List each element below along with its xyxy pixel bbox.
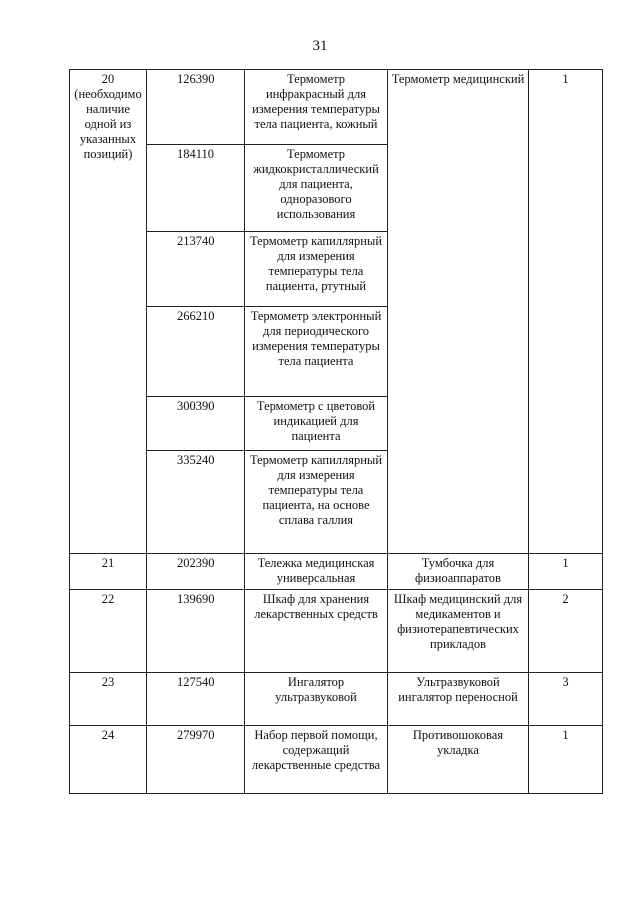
table-row bbox=[70, 70, 603, 145]
row-number-cell: 20 (необходимо наличие одной из указанных позиций) bbox=[70, 70, 147, 554]
code-cell: 279970 bbox=[147, 726, 245, 794]
item-name-cell: Ингалятор ультразвуковой bbox=[245, 673, 388, 726]
row-number-cell: 23 bbox=[70, 673, 147, 726]
item-name-cell: Термометр капиллярный для измерения температуры тела пациента, ртутный bbox=[245, 232, 388, 307]
code-cell: 213740 bbox=[147, 232, 245, 307]
item-name-cell: Термометр жидкокристаллический для пациента, одноразового использования bbox=[245, 145, 388, 232]
table-row bbox=[70, 554, 603, 590]
code-cell: 139690 bbox=[147, 590, 245, 673]
row-number-cell: 22 bbox=[70, 590, 147, 673]
equipment-name-cell: Термометр медицинский bbox=[388, 70, 529, 554]
row-number-cell: 21 bbox=[70, 554, 147, 590]
equipment-name-cell: Противошоковая укладка bbox=[388, 726, 529, 794]
table-row bbox=[70, 726, 603, 794]
item-name-cell: Термометр инфракрасный для измерения температуры тела пациента, кожный bbox=[245, 70, 388, 145]
code-cell: 126390 bbox=[147, 70, 245, 145]
equipment-name-cell: Ультразвуковой ингалятор переносной bbox=[388, 673, 529, 726]
item-name-cell: Термометр электронный для периодического измерения температуры тела пациента bbox=[245, 307, 388, 397]
code-cell: 184110 bbox=[147, 145, 245, 232]
quantity-cell: 3 bbox=[529, 673, 603, 726]
page-number: 31 bbox=[312, 38, 328, 54]
quantity-cell: 1 bbox=[529, 554, 603, 590]
code-cell: 300390 bbox=[147, 397, 245, 451]
code-cell: 335240 bbox=[147, 451, 245, 554]
quantity-cell: 1 bbox=[529, 70, 603, 554]
item-name-cell: Шкаф для хранения лекарственных средств bbox=[245, 590, 388, 673]
item-name-cell: Тележка медицинская универсальная bbox=[245, 554, 388, 590]
item-name-cell: Термометр с цветовой индикацией для пациента bbox=[245, 397, 388, 451]
row-number-cell: 24 bbox=[70, 726, 147, 794]
equipment-table bbox=[69, 69, 603, 794]
quantity-cell: 1 bbox=[529, 726, 603, 794]
code-cell: 266210 bbox=[147, 307, 245, 397]
table-row bbox=[70, 673, 603, 726]
item-name-cell: Набор первой помощи, содержащий лекарственные средства bbox=[245, 726, 388, 794]
equipment-name-cell: Тумбочка для физиоаппаратов bbox=[388, 554, 529, 590]
code-cell: 127540 bbox=[147, 673, 245, 726]
code-cell: 202390 bbox=[147, 554, 245, 590]
table-row bbox=[70, 590, 603, 673]
quantity-cell: 2 bbox=[529, 590, 603, 673]
equipment-name-cell: Шкаф медицинский для медикаментов и физиотерапевтических прикладов bbox=[388, 590, 529, 673]
item-name-cell: Термометр капиллярный для измерения температуры тела пациента, на основе сплава галлия bbox=[245, 451, 388, 554]
